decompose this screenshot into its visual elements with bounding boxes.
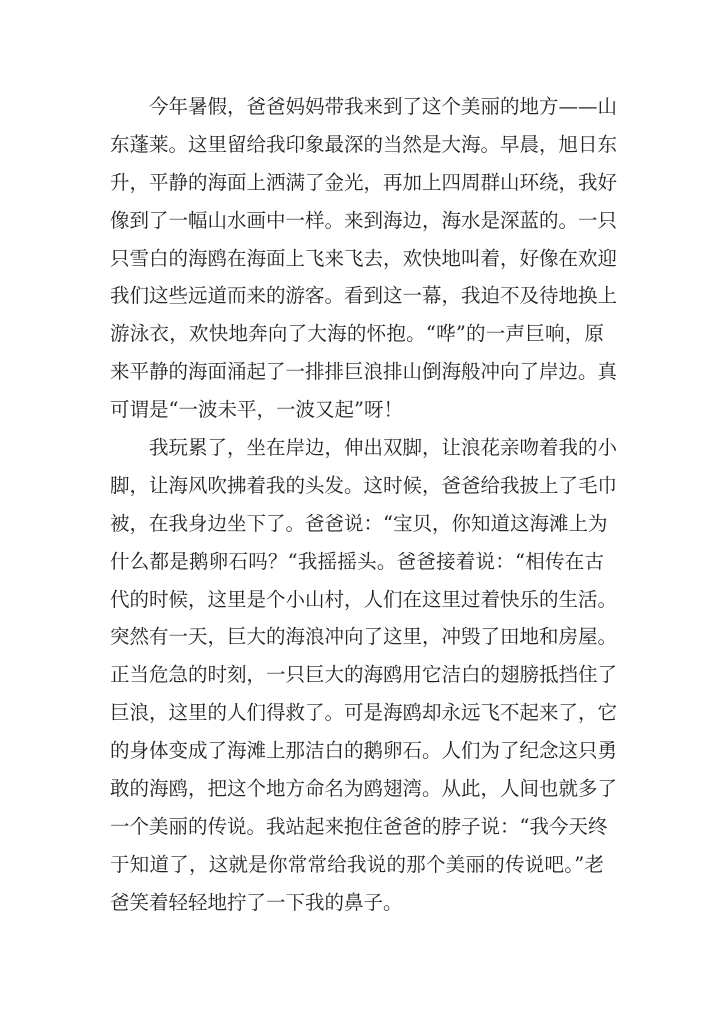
- text-line: 于知道了，这就是你常常给我说的那个美丽的传说吧。”老: [110, 852, 604, 876]
- paragraph: [110, 88, 618, 429]
- text-line: 东蓬莱。这里留给我印象最深的当然是大海。早晨，旭日东: [110, 132, 618, 156]
- text-line: 可谓是“一波未平，一波又起”呀！: [110, 398, 403, 422]
- paragraph: [110, 429, 618, 922]
- text-line: 代的时候，这里是个小山村，人们在这里过着快乐的生活。: [110, 587, 618, 611]
- text-line: 来平静的海面涌起了一排排巨浪排山倒海般冲向了岸边。真: [110, 360, 618, 384]
- text-line: 脚，让海风吹拂着我的头发。这时候，爸爸给我披上了毛巾: [110, 473, 618, 497]
- text-line: 爸笑着轻轻地拧了一下我的鼻子。: [110, 890, 403, 914]
- text-line: 正当危急的时刻，一只巨大的海鸥用它洁白的翅膀抵挡住了: [110, 663, 618, 687]
- text-line: 一个美丽的传说。我站起来抱住爸爸的脖子说：“我今天终: [110, 814, 608, 838]
- text-line: 像到了一幅山水画中一样。来到海边，海水是深蓝的。一只: [110, 208, 618, 232]
- text-line: 只雪白的海鸥在海面上飞来飞去，欢快地叫着，好像在欢迎: [110, 246, 618, 270]
- document-body: [110, 88, 618, 922]
- text-line: 敢的海鸥，把这个地方命名为鸥翅湾。从此，人间也就多了: [110, 777, 618, 801]
- text-line: 突然有一天，巨大的海浪冲向了这里，冲毁了田地和房屋。: [110, 625, 618, 649]
- text-line: 我玩累了，坐在岸边，伸出双脚，让浪花亲吻着我的小: [149, 436, 618, 460]
- text-line: 什么都是鹅卵石吗？“我摇摇头。爸爸接着说：“相传在古: [110, 549, 604, 573]
- text-line: 我们这些远道而来的游客。看到这一幕，我迫不及待地换上: [110, 284, 618, 308]
- text-line: 的身体变成了海滩上那洁白的鹅卵石。人们为了纪念这只勇: [110, 739, 618, 763]
- text-line: 升，平静的海面上洒满了金光，再加上四周群山环绕，我好: [110, 170, 618, 194]
- text-line: 被，在我身边坐下了。爸爸说：“宝贝，你知道这海滩上为: [110, 511, 608, 535]
- text-line: 游泳衣，欢快地奔向了大海的怀抱。“哗”的一声巨响，原: [110, 322, 604, 346]
- text-line: 今年暑假，爸爸妈妈带我来到了这个美丽的地方——山: [149, 95, 618, 118]
- text-line: 巨浪，这里的人们得救了。可是海鸥却永远飞不起来了，它: [110, 701, 618, 725]
